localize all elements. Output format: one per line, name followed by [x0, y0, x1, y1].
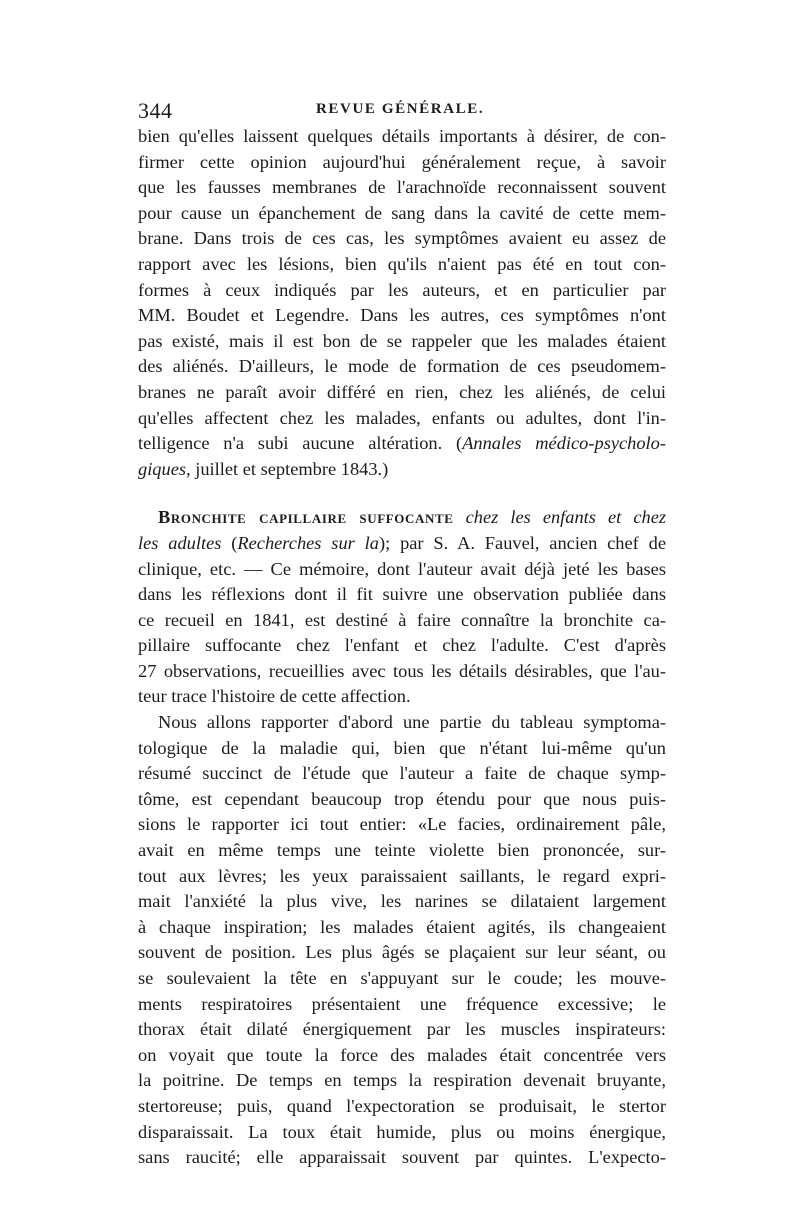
text-line: souvent de position. Les plus âgés se plaçaient sur leur séant, ou: [138, 942, 666, 963]
text-line: à chaque inspiration; les malades étaient agités, ils changeaient: [138, 916, 666, 937]
text-line: tôme, est cependant beaucoup trop étendu pour que nous puis-: [138, 788, 666, 809]
text-line: 27 observations, recueillies avec tous les détails désirables, que l'au-: [138, 660, 666, 681]
citation-italic: Annales médico-psycholo-: [462, 433, 666, 454]
text-line: bien qu'elles laissent quelques détails importants à désirer, de con-: [138, 126, 666, 146]
text-line: pour cause un épanchement de sang dans la cavité de cette mem-: [138, 202, 666, 223]
text-line: [138, 531, 666, 557]
work-title-italic: Recherches sur la: [237, 532, 379, 553]
text-line: thorax était dilaté énergiquement par les muscles inspirateurs:: [138, 1019, 666, 1040]
text-line: pas existé, mais il est bon de se rappeler que les malades étaient: [138, 330, 666, 351]
text-line: que les fausses membranes de l'arachnoïde reconnaissent souvent: [138, 177, 666, 198]
text-line: sans raucité; elle apparaissait souvent par quintes. L'expecto-: [138, 1147, 666, 1168]
text-line: avait en même temps une teinte violette bien prononcée, sur-: [138, 840, 666, 861]
running-title: REVUE GÉNÉRALE.: [316, 101, 485, 117]
book-page: [138, 98, 666, 1171]
text-run: telligence n'a subi aucune altération. (: [138, 433, 463, 454]
text-line: la poitrine. De temps en temps la respiration devenait bruyante,: [138, 1070, 666, 1091]
text-line: formes à ceux indiqués par les auteurs, et en particulier par: [138, 279, 666, 300]
text-run: , juillet et septembre 1843.): [186, 458, 389, 479]
running-head: [138, 98, 666, 124]
text-line: Nous allons rapporter d'abord une partie du tableau symptoma-: [158, 712, 666, 733]
page-number: 344: [138, 98, 173, 123]
text-line: des aliénés. D'ailleurs, le mode de formation de ces pseudomem-: [138, 356, 666, 377]
text-line: ce recueil en 1841, est destiné à faire connaître la bronchite ca-: [138, 609, 666, 630]
text-line: disparaissait. La toux était humide, plus ou moins énergique,: [138, 1121, 666, 1142]
paragraph-gap: [138, 482, 666, 505]
text-line: mait l'anxiété la plus vive, les narines se dilataient largement: [138, 891, 666, 912]
text-run: (: [221, 532, 238, 553]
paragraph-bronchite: [138, 505, 666, 710]
section-heading-line: [138, 505, 666, 531]
text-line: tologique de la maladie qui, bien que n'étant lui-même qu'un: [138, 737, 666, 758]
citation-italic: giques: [138, 458, 187, 479]
text-line: on voyait que toute la force des malades était concentrée vers: [138, 1044, 666, 1065]
text-line: branes ne paraît avoir différé en rien, chez les aliénés, de celui: [138, 381, 666, 402]
section-heading: Bronchite capillaire suffocante: [158, 507, 454, 528]
text-line: qu'elles affectent chez les malades, enfants ou adultes, dont l'in-: [138, 407, 666, 428]
paragraph-arachnoid: [138, 124, 666, 482]
text-line: firmer cette opinion aujourd'hui généralement reçue, à savoir: [138, 151, 666, 172]
text-line: brane. Dans trois de ces cas, les symptômes avaient eu assez de: [138, 228, 666, 249]
text-run: ); par S. A. Fauvel, ancien chef de: [378, 532, 666, 553]
text-line: sions le rapporter ici tout entier: «Le facies, ordinairement pâle,: [138, 814, 666, 835]
text-line: tout aux lèvres; les yeux paraissaient saillants, le regard expri-: [138, 865, 666, 886]
heading-italic: les adultes: [138, 532, 222, 553]
text-line: dans les réflexions dont il fit suivre une observation publiée dans: [138, 584, 666, 605]
heading-italic: chez les enfants et chez: [453, 507, 667, 528]
text-line: se soulevaient la tête en s'appuyant sur le coude; les mouve-: [138, 968, 666, 988]
text-line: [138, 457, 666, 483]
text-line: [138, 431, 666, 457]
text-line: clinique, etc. — Ce mémoire, dont l'auteur avait déjà jeté les bases: [138, 558, 666, 579]
text-line: stertoreuse; puis, quand l'expectoration se produisait, le stertor: [138, 1095, 666, 1116]
text-line: MM. Boudet et Legendre. Dans les autres, ces symptômes n'ont: [138, 305, 666, 326]
text-line: pillaire suffocante chez l'enfant et chez l'adulte. C'est d'après: [138, 635, 666, 656]
paragraph-symptoms: [138, 710, 666, 1171]
text-line: teur trace l'histoire de cette affection.: [138, 686, 411, 707]
text-line: résumé succinct de l'étude que l'auteur a faite de chaque symp-: [138, 763, 666, 784]
text-line: rapport avec les lésions, bien qu'ils n'aient pas été en tout con-: [138, 253, 666, 274]
text-line: ments respiratoires présentaient une fréquence excessive; le: [138, 993, 666, 1014]
